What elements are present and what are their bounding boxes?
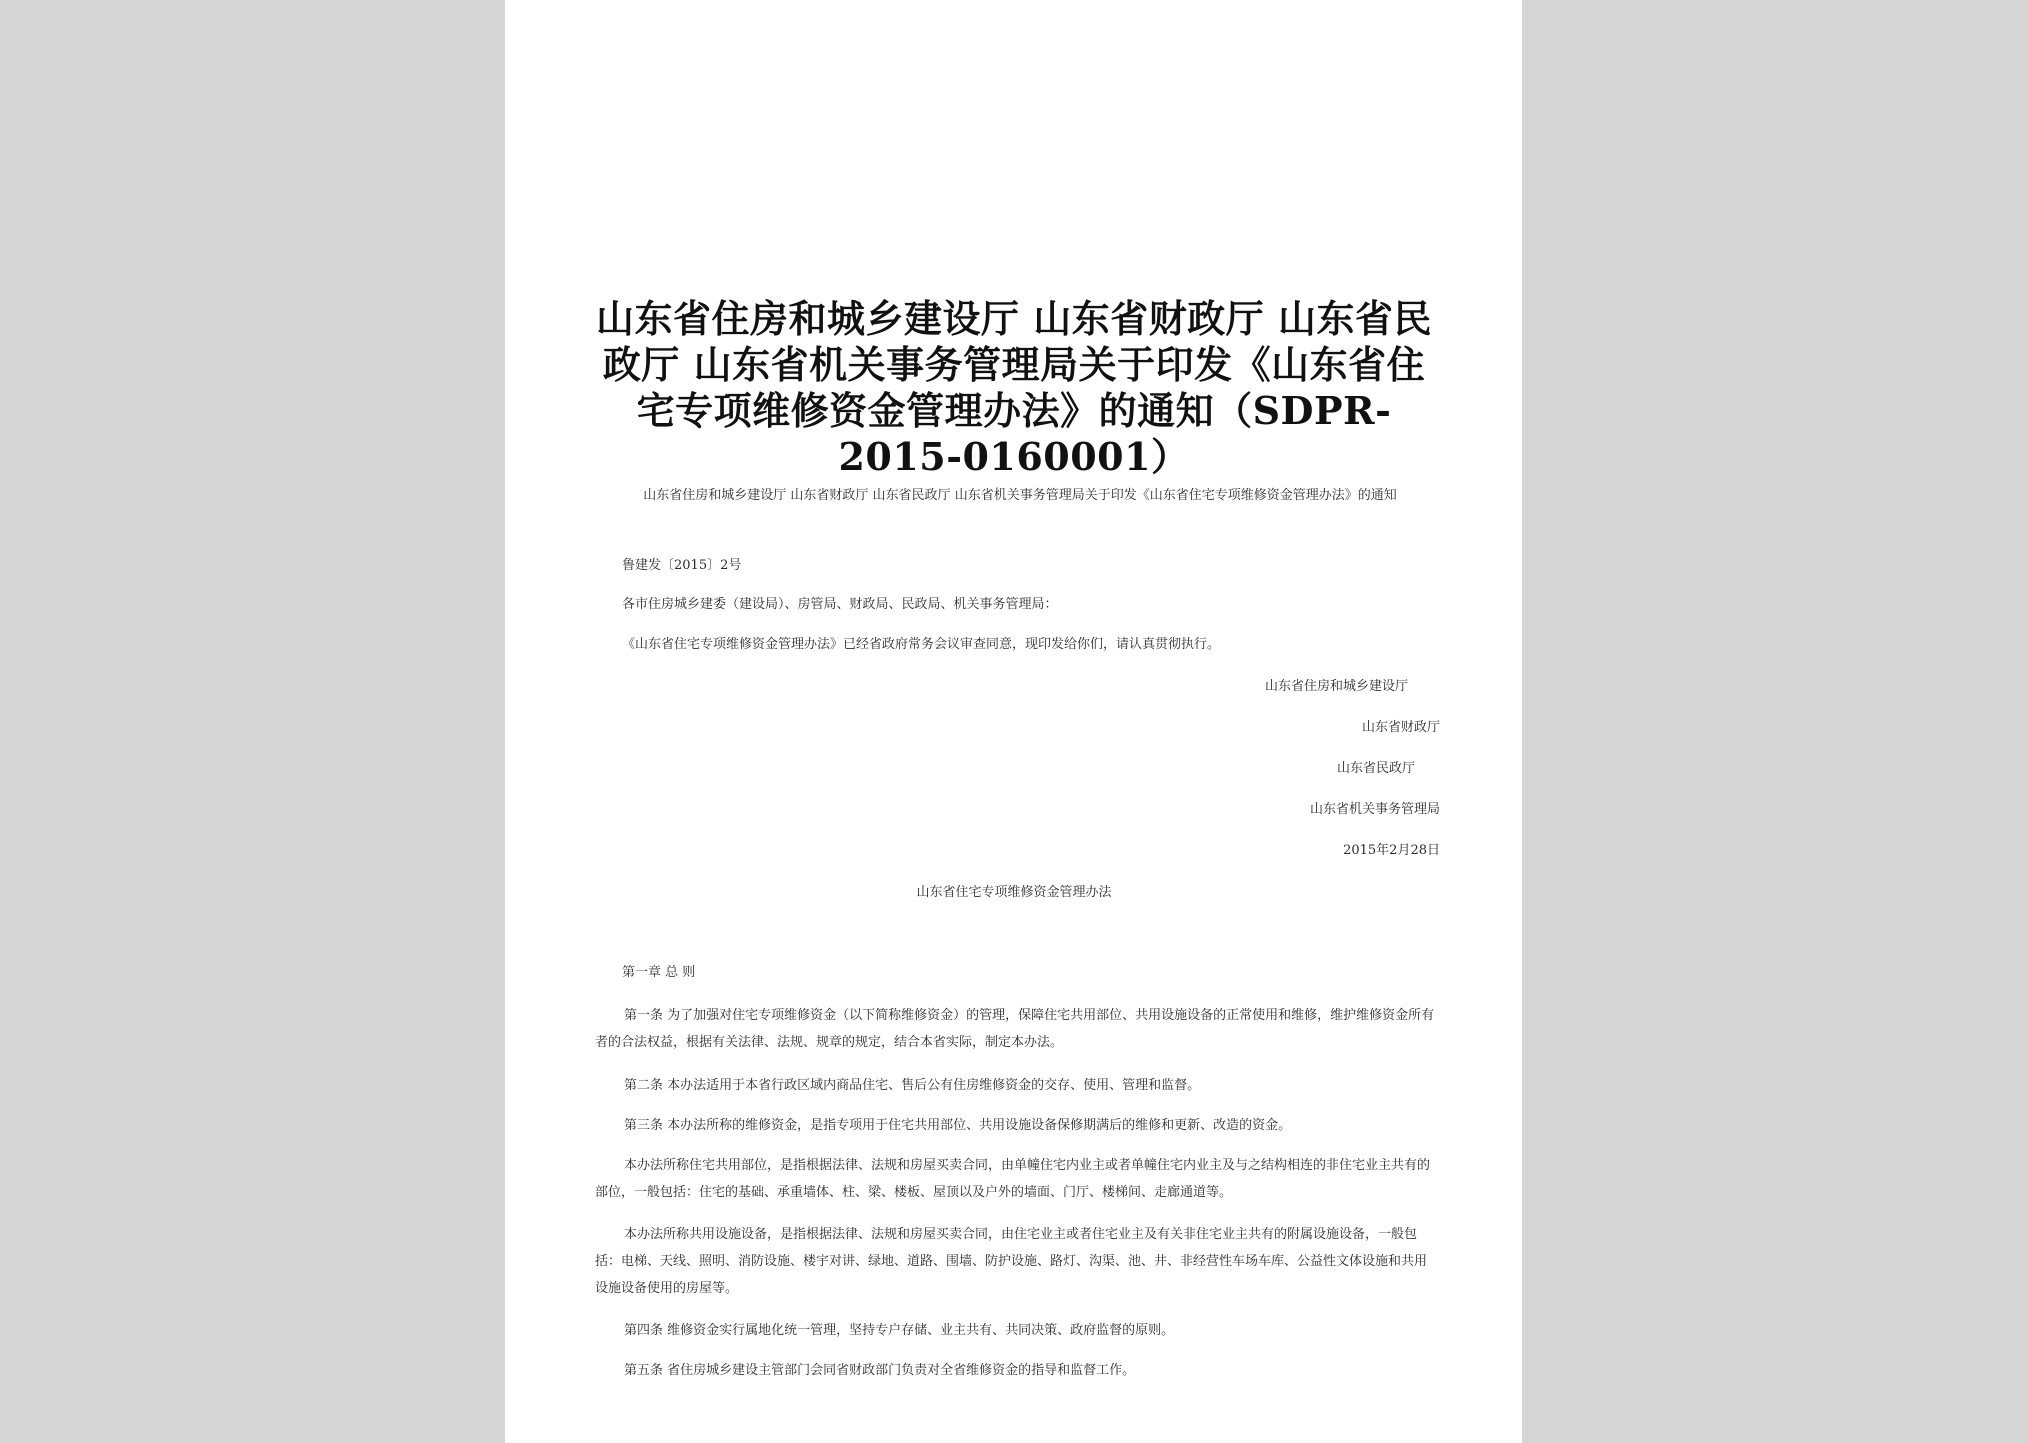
signatory-civil-affairs: 山东省民政厅 bbox=[1336, 761, 1415, 776]
signatory-housing: 山东省住房和城乡建设厅 bbox=[1264, 679, 1408, 694]
article-4: 第四条 维修资金实行属地化统一管理，坚持专户存储、业主共有、共同决策、政府监督的原则。 bbox=[624, 1323, 1175, 1338]
article-2: 第二条 本办法适用于本省行政区域内商品住宅、售后公有住房维修资金的交存、使用、管理和监督。 bbox=[624, 1078, 1201, 1093]
document-title: 山东省住房和城乡建设厅 山东省财政厅 山东省民政厅 山东省机关事务管理局关于印发《山东省住宅专项维修资金管理办法》的通知（SDPR-2015-0160001） bbox=[596, 296, 1432, 479]
measures-title: 山东省住宅专项维修资金管理办法 bbox=[916, 885, 1112, 900]
article-1: 第一条 为了加强对住宅专项维修资金（以下简称维修资金）的管理，保障住宅共用部位、共用设施设备的正常使用和维修，维护维修资金所有者的合法权益，根据有关法律、法规、规章的规定，结合本省实际，制定本办法。 bbox=[595, 1008, 1435, 1050]
article-3-shared-facilities: 本办法所称共用设施设备，是指根据法律、法规和房屋买卖合同，由住宅业主或者住宅业主及有关非住宅业主共有的附属设施设备，一般包括：电梯、天线、照明、消防设施、楼宇对讲、绿地、道路、围墙、防护设施、路灯、沟渠、池、井、非经营性车场车库、公益性文体设施和共用设施设备使用的房屋等。 bbox=[595, 1227, 1428, 1296]
document-number: 鲁建发〔2015〕2号 bbox=[622, 558, 742, 573]
chapter-heading: 第一章 总 则 bbox=[622, 965, 696, 980]
article-5: 第五条 省住房城乡建设主管部门会同省财政部门负责对全省维修资金的指导和监督工作。 bbox=[624, 1363, 1136, 1378]
document-page bbox=[505, 0, 1522, 1443]
intro-paragraph: 《山东省住宅专项维修资金管理办法》已经省政府常务会议审查同意，现印发给你们，请认真贯彻执行。 bbox=[622, 637, 1221, 652]
article-3: 第三条 本办法所称的维修资金，是指专项用于住宅共用部位、共用设施设备保修期满后的维修和更新、改造的资金。 bbox=[624, 1118, 1292, 1133]
signatory-affairs-bureau: 山东省机关事务管理局 bbox=[1309, 802, 1440, 817]
article-3-shared-parts: 本办法所称住宅共用部位，是指根据法律、法规和房屋买卖合同，由单幢住宅内业主或者单幢住宅内业主及与之结构相连的非住宅业主共有的部位，一般包括：住宅的基础、承重墙体、柱、梁、楼板、屋顶以及户外的墙面、门厅、楼梯间、走廊通道等。 bbox=[595, 1158, 1431, 1200]
document-subtitle: 山东省住房和城乡建设厅 山东省财政厅 山东省民政厅 山东省机关事务管理局关于印发《山东省住宅专项维修资金管理办法》的通知 bbox=[643, 488, 1397, 503]
addressee: 各市住房城乡建委（建设局）、房管局、财政局、民政局、机关事务管理局： bbox=[622, 597, 1058, 612]
document-date: 2015年2月28日 bbox=[1343, 843, 1440, 858]
signatory-finance: 山东省财政厅 bbox=[1361, 720, 1440, 735]
